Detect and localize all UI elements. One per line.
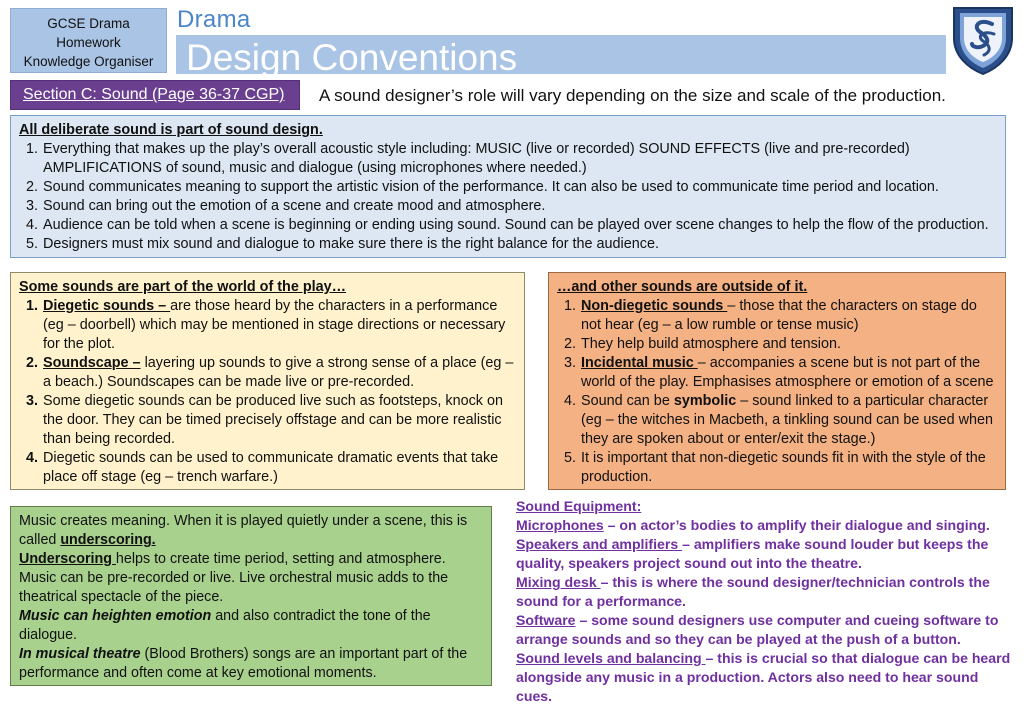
definition: – amplifiers make sound louder but keeps the quality, speakers project sound out into the theatre. <box>516 536 989 571</box>
term: Software <box>516 612 576 628</box>
equipment-item <box>516 611 1014 649</box>
definition: – some sound designers use computer and cueing software to arrange sounds and so they can be played at the push of a button. <box>516 612 999 647</box>
music-paragraph <box>19 607 483 645</box>
equipment-item <box>516 649 1014 706</box>
school-crest-icon <box>950 4 1016 76</box>
term: Sound levels and balancing <box>516 650 706 666</box>
term: Underscoring <box>19 551 116 567</box>
term: Microphones <box>516 517 604 533</box>
list-item: 5. Designers must mix sound and dialogue to make sure there is the right balance for the audience. <box>42 235 997 254</box>
list-item <box>580 354 997 392</box>
diegetic-heading: Some sounds are part of the world of the play… <box>19 279 347 295</box>
equipment-item <box>516 535 1014 573</box>
definition: – this is where the sound designer/technician controls the sound for a performance. <box>516 574 990 609</box>
music-text: (Blood Brothers) songs are an important part of the performance and often come at key emotional moments. <box>19 646 468 681</box>
term: Incidental music <box>581 355 698 371</box>
equipment-item <box>516 573 1014 611</box>
non-diegetic-panel <box>548 272 1006 490</box>
term: Diegetic sounds – <box>43 298 171 314</box>
non-diegetic-list <box>557 297 997 487</box>
list-item: 4. Audience can be told when a scene is beginning or ending using sound. Sound can be played over scene changes to help the flow of the production. <box>42 216 997 235</box>
term: Soundscape – <box>43 355 141 371</box>
list-item: 2. Sound communicates meaning to support the artistic vision of the performance. It can also be used to communicate time period and location. <box>42 178 997 197</box>
music-paragraph <box>19 550 483 607</box>
music-text: and also contradict the tone of the dialogue. <box>19 608 431 643</box>
section-tag <box>10 80 300 110</box>
list-item: 5. It is important that non-diegetic sounds fit in with the style of the production. <box>580 449 997 487</box>
definition: – this is crucial so that dialogue can be heard alongside any music in a production. Actors also need to hear sound cues. <box>516 650 1011 704</box>
music-text: Music creates meaning. When it is played quietly under a scene, this is called <box>19 513 468 548</box>
overview-heading: All deliberate sound is part of sound design. <box>19 122 323 138</box>
section-intro: A sound designer’s role will vary depending on the size and scale of the production. <box>319 86 946 105</box>
list-item <box>580 392 997 449</box>
equipment-section <box>516 497 1014 706</box>
list-item: 2. They help build atmosphere and tension. <box>580 335 997 354</box>
page-title: Design Conventions <box>186 37 518 78</box>
term: Speakers and amplifiers <box>516 536 683 552</box>
term: Music can heighten emotion <box>19 608 212 624</box>
diegetic-list <box>19 297 516 487</box>
definition: – sound linked to a particular character (eg – the witches in Macbeth, a tinkling sound can be used when they are spoken about or enter/exit the stage.) <box>581 393 993 447</box>
term: Mixing desk <box>516 574 601 590</box>
list-item: 1. Everything that makes up the play’s overall acoustic style including: MUSIC (live or recorded) SOUND EFFECTS (live and pre-recorded) AMPLIFICATIONS of sound, music and dialogue (using microphones where needed.) <box>42 140 997 178</box>
definition: – on actor’s bodies to amplify their dialogue and singing. <box>603 517 990 533</box>
subject-title: Drama <box>177 6 251 33</box>
list-item <box>580 297 997 335</box>
list-item: 4. Diegetic sounds can be used to communicate dramatic events that take place off stage (eg – trench warfare.) <box>42 449 516 487</box>
definition: – those that the characters on stage do not hear (eg – a low rumble or tense music) <box>581 298 977 333</box>
non-diegetic-heading: …and other sounds are outside of it. <box>557 279 808 295</box>
term: Non-diegetic sounds <box>581 298 728 314</box>
list-item <box>42 354 516 392</box>
term: symbolic <box>673 393 737 409</box>
definition: – accompanies a scene but is not part of the world of the play. Emphasises atmosphere or emotion of a scene <box>581 355 994 390</box>
music-panel <box>10 506 492 686</box>
music-paragraph <box>19 512 483 550</box>
term: underscoring. <box>60 532 156 548</box>
tag-line: GCSE Drama <box>47 16 130 31</box>
diegetic-panel <box>10 272 525 490</box>
definition: are those heard by the characters in a performance (eg – doorbell) which may be mentioned in stage directions or necessary for the plot. <box>43 298 506 352</box>
list-item: 3. Some diegetic sounds can be produced live such as footsteps, knock on the door. They can be timed precisely offstage and can be more realistic than being recorded. <box>42 392 516 449</box>
list-item: 3. Sound can bring out the emotion of a scene and create mood and atmosphere. <box>42 197 997 216</box>
equipment-item <box>516 516 1014 535</box>
list-item <box>42 297 516 354</box>
overview-list <box>19 140 997 254</box>
definition: layering up sounds to give a strong sense of a place (eg – a beach.) Soundscapes can be made live or pre-recorded. <box>43 355 514 390</box>
title-bar <box>176 35 946 78</box>
organiser-tag <box>10 8 167 73</box>
tag-line: Homework <box>56 35 121 50</box>
equipment-heading: Sound Equipment: <box>516 498 642 514</box>
tag-line: Knowledge Organiser <box>23 54 154 69</box>
section-label: Section C: Sound (Page 36-37 CGP) <box>23 86 285 103</box>
music-paragraph <box>19 645 483 683</box>
term: In musical theatre <box>19 646 141 662</box>
definition: Sound can be <box>581 393 674 409</box>
music-text: helps to create time period, setting and atmosphere. Music can be pre-recorded or live. Live orchestral music adds to the theatrical spectacle of the piece. <box>19 551 449 605</box>
overview-panel <box>10 115 1006 258</box>
